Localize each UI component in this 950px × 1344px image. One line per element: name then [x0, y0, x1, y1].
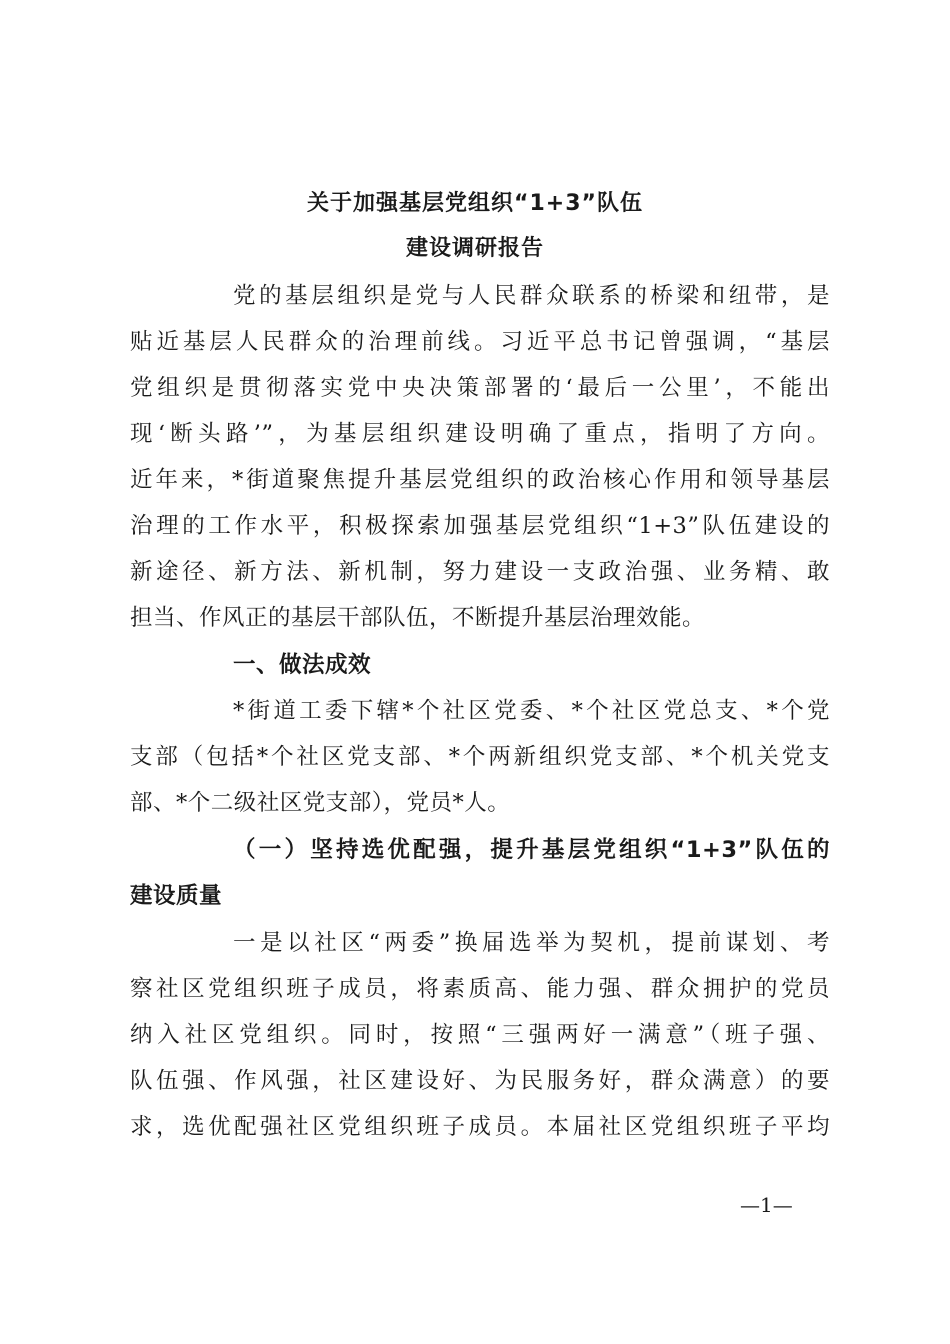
- section-paragraph-line: *街道工委下辖*个社区党委、*个社区党总支、*个党: [233, 698, 830, 724]
- intro-line: 治理的工作水平，积极探索加强基层党组织“1+3”队伍建设的: [130, 513, 830, 539]
- subsection-paragraph-line: 求，选优配强社区党组织班子成员。本届社区党组织班子平均: [130, 1114, 830, 1140]
- subsection-heading-line: （一）坚持选优配强，提升基层党组织“1+3”队伍的: [233, 837, 830, 863]
- subsection-paragraph-line: 纳入社区党组织。同时，按照“三强两好一满意”（班子强、: [130, 1022, 830, 1048]
- section-paragraph-line: 部、*个二级社区党支部），党员*人。: [130, 790, 511, 816]
- document-title-line-1: 关于加强基层党组织“1+3”队伍: [307, 191, 643, 216]
- section-paragraph-line: 支部（包括*个社区党支部、*个两新组织党支部、*个机关党支: [130, 744, 830, 770]
- intro-line: 党组织是贯彻落实党中央决策部署的‘最后一公里’，不能出: [130, 375, 830, 401]
- subsection-paragraph-line: 一是以社区“两委”换届选举为契机，提前谋划、考: [233, 930, 830, 956]
- intro-line: 近年来，*街道聚焦提升基层党组织的政治核心作用和领导基层: [130, 467, 830, 493]
- intro-line: 党的基层组织是党与人民群众联系的桥梁和纽带，是: [233, 283, 830, 309]
- intro-line: 担当、作风正的基层干部队伍，不断提升基层治理效能。: [130, 605, 706, 631]
- section-heading: 一、做法成效: [233, 652, 372, 678]
- intro-line: 现‘断头路’”，为基层组织建设明确了重点，指明了方向。: [130, 421, 830, 447]
- subsection-paragraph-line: 察社区党组织班子成员，将素质高、能力强、群众拥护的党员: [130, 976, 830, 1002]
- subsection-paragraph-line: 队伍强、作风强，社区建设好、为民服务好，群众满意）的要: [130, 1068, 830, 1094]
- intro-line: 贴近基层人民群众的治理前线。习近平总书记曾强调，“基层: [130, 329, 830, 355]
- subsection-heading-line: 建设质量: [130, 883, 223, 909]
- page-number: —1—: [740, 1193, 793, 1217]
- document-title-line-2: 建设调研报告: [405, 236, 544, 261]
- intro-line: 新途径、新方法、新机制，努力建设一支政治强、业务精、敢: [130, 559, 830, 585]
